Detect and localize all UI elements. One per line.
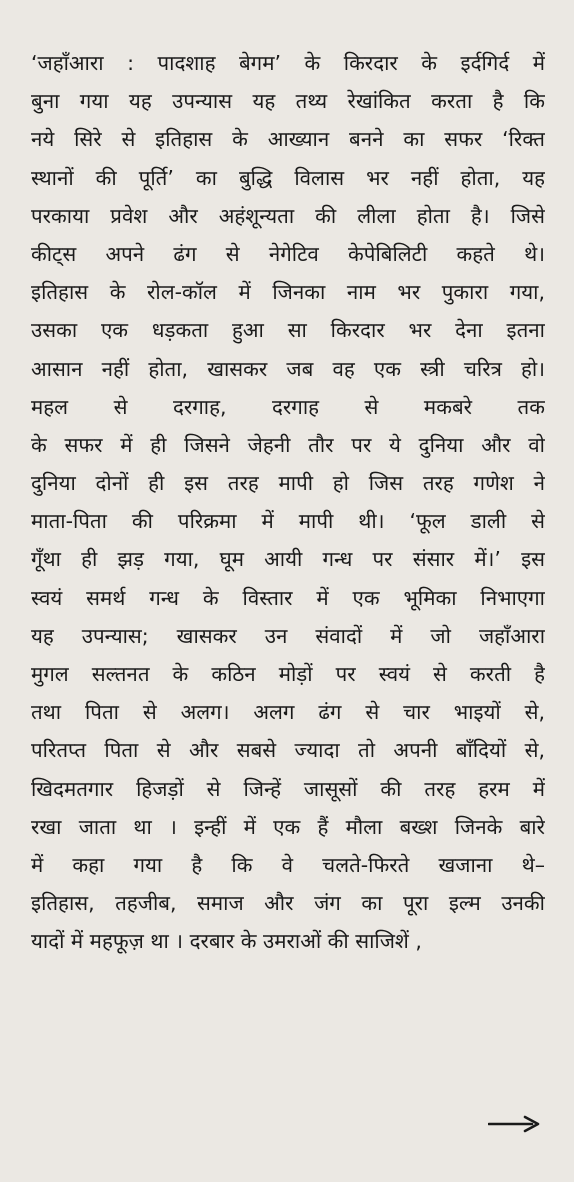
next-page-arrow-icon[interactable]: [488, 1113, 540, 1135]
text-line: कीट्स अपने ढंग से नेगेटिव केपेबिलिटी कहते थे।: [31, 241, 545, 266]
text-line: स्वयं समर्थ गन्ध के विस्तार में एक भूमिका निभाएगा: [31, 585, 545, 610]
text-line: महल से दरगाह, दरगाह से मकबरे तक: [31, 394, 545, 419]
text-line: तथा पिता से अलग। अलग ढंग से चार भाइयों से,: [31, 700, 545, 725]
text-line: आसान नहीं होता, खासकर जब वह एक स्त्री चरित्र हो।: [31, 356, 545, 381]
text-line: परितप्त पिता से और सबसे ज्यादा तो अपनी बाँदियों से,: [31, 738, 545, 763]
text-line: परकाया प्रवेश और अहंशून्यता की लीला होता है। जिसे: [31, 203, 545, 228]
text-line: रखा जाता था । इन्हीं में एक हैं मौला बख्श जिनके बारे: [31, 814, 545, 839]
text-line: इतिहास, तहजीब, समाज और जंग का पूरा इल्म उनकी: [31, 891, 545, 916]
text-line: स्थानों की पूर्ति’ का बुद्धि विलास भर नहीं होता, यह: [31, 165, 545, 190]
text-line: खिदमतगार हिजड़ों से जिन्हें जासूसों की तरह हरम में: [31, 776, 545, 801]
text-line: बुना गया यह उपन्यास यह तथ्य रेखांकित करता है कि: [31, 89, 545, 114]
text-line: माता-पिता की परिक्रमा में मापी थी। ‘फूल डाली से: [31, 509, 545, 534]
text-line: यादों में महफूज़ था । दरबार के उमराओं की साजिशें ,: [31, 929, 422, 954]
text-line: ‘जहाँआरा : पादशाह बेगम’ के किरदार के इर्दगिर्द में: [31, 51, 545, 75]
text-line: दुनिया दोनों ही इस तरह मापी हो जिस तरह गणेश ने: [31, 471, 545, 496]
text-line: इतिहास के रोल-कॉल में जिनका नाम भर पुकारा गया,: [31, 280, 545, 305]
text-line: में कहा गया है कि वे चलते-फिरते खजाना थे–: [31, 852, 545, 877]
paragraph: [31, 44, 545, 961]
text-line: नये सिरे से इतिहास के आख्यान बनने का सफर ‘रिक्त: [31, 127, 545, 152]
text-line: गूँथा ही झड़ गया, घूम आयी गन्ध पर संसार में।’ इस: [31, 547, 545, 572]
text-line: उसका एक धड़कता हुआ सा किरदार भर देना इतना: [31, 318, 545, 343]
text-line: मुगल सल्तनत के कठिन मोड़ों पर स्वयं से करती है: [31, 662, 545, 686]
text-line: यह उपन्यास; खासकर उन संवादों में जो जहाँआरा: [31, 623, 545, 648]
text-line: के सफर में ही जिसने जेहनी तौर पर ये दुनिया और वो: [31, 432, 545, 457]
